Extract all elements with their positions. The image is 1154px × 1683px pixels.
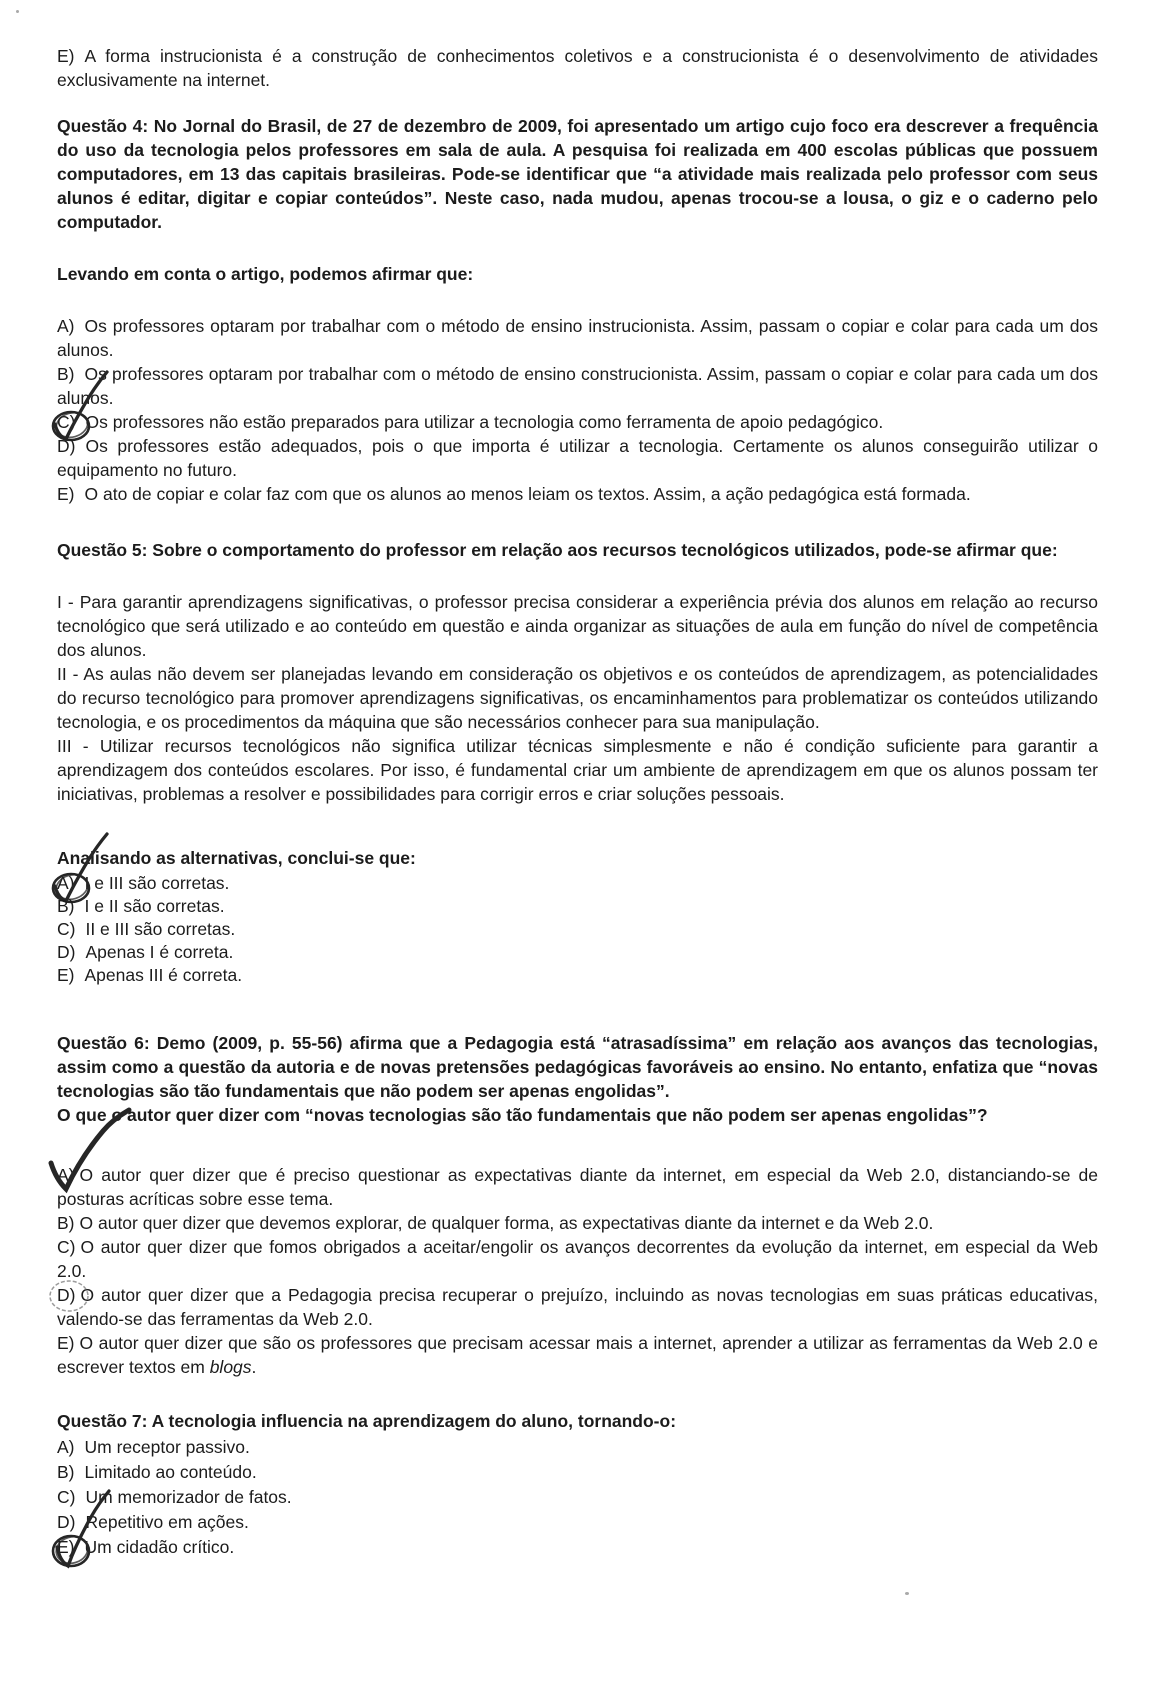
option-label: A) [57, 1165, 75, 1185]
option-label: E) [57, 1537, 75, 1557]
option-label: E) [57, 484, 75, 504]
option-text: Repetitivo em ações. [85, 1512, 249, 1532]
option-text: Os professores estão adequados, pois o que importa é utilizar a tecnologia. Certamente os alunos conseguirão utilizar o equipamento no futuro. [57, 436, 1098, 480]
q4-option-e [57, 482, 1098, 506]
option-text: Limitado ao conteúdo. [84, 1462, 257, 1482]
q5-item-2: II - As aulas não devem ser planejadas levando em consideração os objetivos e os conteúdos de aprendizagem, as potencialidades do recurso tecnológico para promover aprendizagens significativas, os encaminhamentos para problematizar os conteúdos utilizando tecnologia, e os procedimentos da máquina que são necessários conhecer para sua manipulação. [57, 664, 1098, 732]
option-text: Um cidadão crítico. [84, 1537, 235, 1557]
option-text: Apenas I é correta. [85, 942, 234, 962]
option-label: E) [57, 1333, 75, 1353]
q4-option-c [57, 410, 1098, 434]
q4-option-d [57, 434, 1098, 482]
option-text: A forma instrucionista é a construção de conhecimentos coletivos e a construcionista é o desenvolvimento de atividades exclusivamente na internet. [57, 46, 1098, 90]
q7-option-a [57, 1435, 1098, 1460]
italic-term: blogs [209, 1357, 252, 1377]
question-6-statement: Questão 6: Demo (2009, p. 55-56) afirma que a Pedagogia está “atrasadíssima” em relação aos avanços das tecnologias, assim como a questão da autoria e de novas pretensões pedagógicas favoráveis ao ensino. No entanto, enfatiza que “novas tecnologias são tão fundamentais que não podem ser apenas engolidas”. [57, 1033, 1098, 1101]
option-label: C) [57, 1487, 76, 1507]
q6-option-c [57, 1235, 1098, 1283]
option-label: A) [57, 316, 75, 336]
option-label: C) [57, 1237, 76, 1257]
option-label: A) [57, 1437, 75, 1457]
option-text: O autor quer dizer que a Pedagogia precisa recuperar o prejuízo, incluindo as novas tecnologias em suas práticas educativas, valendo-se das ferramentas da Web 2.0. [57, 1285, 1098, 1329]
q4-option-a [57, 314, 1098, 362]
option-label: A) [57, 873, 75, 893]
option-text: O ato de copiar e colar faz com que os alunos ao menos leiam os textos. Assim, a ação pedagógica está formada. [84, 484, 971, 504]
option-text-suffix: . [251, 1357, 257, 1377]
option-label: E) [57, 46, 75, 66]
q5-item-1: I - Para garantir aprendizagens significativas, o professor precisa considerar a experiência prévia dos alunos em relação ao recurso tecnológico que será utilizado e ao conteúdo em questão e ainda organizar as situações de aula em função do nível de competência dos alunos. [57, 592, 1098, 660]
question-4-prompt: Levando em conta o artigo, podemos afirmar que: [57, 264, 474, 284]
question-6-options [57, 1163, 1098, 1379]
q7-option-e [57, 1535, 1098, 1560]
option-label: C) [57, 412, 76, 432]
question-5-items [57, 590, 1098, 806]
previous-question-option-e [57, 44, 1098, 92]
q6-option-d [57, 1283, 1098, 1331]
q7-option-b [57, 1460, 1098, 1485]
question-5-prompt: Analisando as alternativas, conclui-se que: [57, 848, 416, 868]
option-label: C) [57, 919, 76, 939]
option-text: O autor quer dizer que fomos obrigados a aceitar/engolir os avanços decorrentes da evolução da internet, em especial da Web 2.0. [57, 1237, 1098, 1281]
q5-option-d [57, 941, 1098, 964]
q7-option-c [57, 1485, 1098, 1510]
option-label: D) [57, 1512, 76, 1532]
q7-option-d [57, 1510, 1098, 1535]
question-5-options [57, 872, 1098, 987]
question-7-options [57, 1435, 1098, 1560]
scan-speck [905, 1592, 909, 1595]
q5-option-a [57, 872, 1098, 895]
option-text: O autor quer dizer que é preciso questionar as expectativas diante da internet, em especial da Web 2.0, distanciando-se de posturas acríticas sobre esse tema. [57, 1165, 1098, 1209]
option-label: B) [57, 896, 75, 916]
option-label: D) [57, 942, 76, 962]
question-6-block [57, 1031, 1098, 1127]
q5-option-b [57, 895, 1098, 918]
option-text: II e III são corretas. [85, 919, 236, 939]
option-label: E) [57, 965, 75, 985]
option-label: B) [57, 1462, 75, 1482]
question-4-options [57, 314, 1098, 506]
option-text: Os professores não estão preparados para utilizar a tecnologia como ferramenta de apoio pedagógico. [85, 412, 884, 432]
question-5-statement: Questão 5: Sobre o comportamento do professor em relação aos recursos tecnológicos utilizados, pode-se afirmar que: [57, 540, 1058, 560]
q4-option-b [57, 362, 1098, 410]
q5-item-3: III - Utilizar recursos tecnológicos não significa utilizar técnicas simplesmente e não é condição suficiente para garantir a aprendizagem dos conteúdos escolares. Por isso, é fundamental criar um ambiente de aprendizagem em que os alunos possam ter iniciativas, problemas a resolver e possibilidades para corrigir erros e criar soluções pessoais. [57, 736, 1098, 804]
option-label: B) [57, 1213, 75, 1233]
q5-option-e [57, 964, 1098, 987]
q5-option-c [57, 918, 1098, 941]
question-4-statement: Questão 4: No Jornal do Brasil, de 27 de dezembro de 2009, foi apresentado um artigo cujo foco era descrever a frequência do uso da tecnologia pelos professores em sala de aula. A pesquisa foi realizada em 400 escolas públicas que possuem computadores, em 13 das capitais brasileiras. Pode-se identificar que “a atividade mais realizada pelo professor com seus alunos é editar, digitar e copiar conteúdos”. Neste caso, nada mudou, apenas trocou-se a lousa, o giz e o caderno pelo computador. [57, 116, 1098, 232]
option-text: Os professores optaram por trabalhar com o método de ensino construcionista. Assim, passam o copiar e colar para cada um dos alunos. [57, 364, 1098, 408]
option-label: D) [57, 436, 76, 456]
option-text: I e III são corretas. [84, 873, 230, 893]
question-7-statement: Questão 7: A tecnologia influencia na aprendizagem do aluno, tornando-o: [57, 1411, 677, 1431]
q6-option-b [57, 1211, 1098, 1235]
question-6-prompt: O que o autor quer dizer com “novas tecnologias são tão fundamentais que não podem ser apenas engolidas”? [57, 1105, 988, 1125]
option-label: B) [57, 364, 75, 384]
option-text: Um memorizador de fatos. [85, 1487, 292, 1507]
option-text: Apenas III é correta. [84, 965, 243, 985]
option-text: O autor quer dizer que devemos explorar, de qualquer forma, as expectativas diante da internet e da Web 2.0. [79, 1213, 934, 1233]
q6-option-e [57, 1331, 1098, 1379]
option-text: O autor quer dizer que são os professores que precisam acessar mais a internet, aprender a utilizar as ferramentas da Web 2.0 e escrever textos em [57, 1333, 1098, 1377]
q6-option-a [57, 1163, 1098, 1211]
option-text: Um receptor passivo. [84, 1437, 250, 1457]
option-text: Os professores optaram por trabalhar com o método de ensino instrucionista. Assim, passam o copiar e colar para cada um dos alunos. [57, 316, 1098, 360]
scan-speck [16, 10, 19, 13]
option-label: D) [57, 1285, 76, 1305]
option-text: I e II são corretas. [84, 896, 225, 916]
